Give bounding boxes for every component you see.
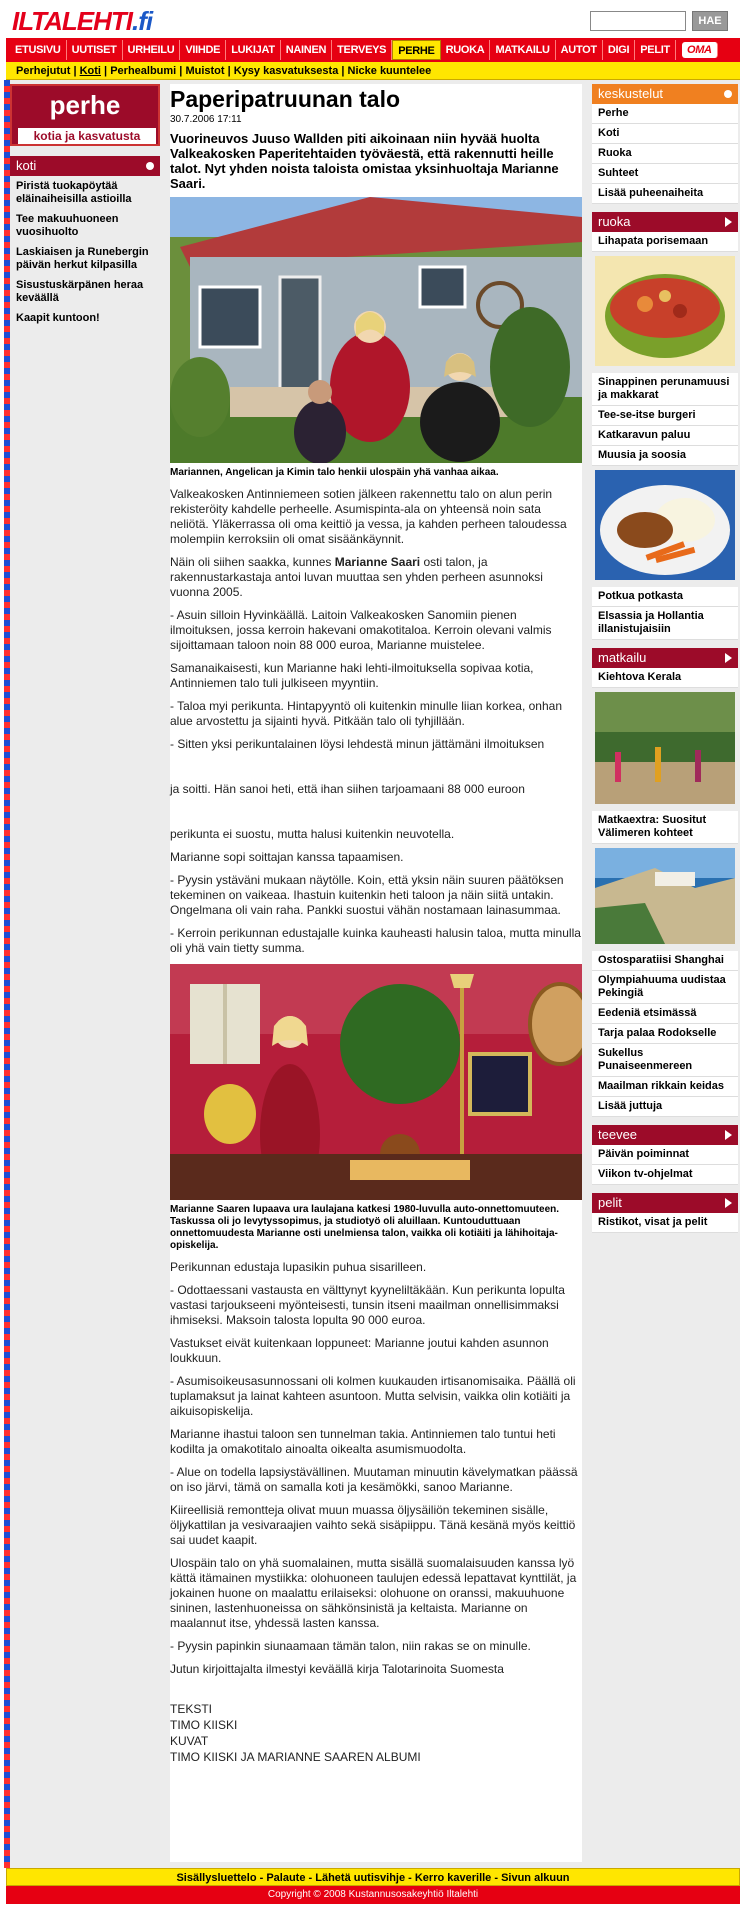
search-input[interactable] (590, 11, 686, 31)
article-paragraph: - Asumisoikeusasunnossani oli kolmen kuukauden irtisanomisaika. Päällä oli tuplamaksut ja lainat kahteen asuntoon. Mutta selvisin, vaikka olin kotiäiti ja aikuisopiskelija. (170, 1374, 576, 1418)
article-paragraph: Samanaikaisesti, kun Marianne haki lehti-ilmoituksella sopivaa kotia, Antinniemen talo tuli julkiseen myyntiin. (170, 661, 534, 690)
left-link-item[interactable]: Laskiaisen ja Runebergin päivän herkut kilpasilla (16, 246, 149, 271)
article (170, 84, 582, 1862)
matkailu-mid-link[interactable]: Matkaextra: Suositut Välimeren kohteet (592, 811, 738, 844)
sidebar-link[interactable]: Tee-se-itse burgeri (592, 406, 738, 426)
food-image-1[interactable] (595, 256, 735, 369)
decorative-stripes (4, 80, 10, 1868)
photo-caption-2: Marianne Saaren lupaava ura laulajana katkesi 1980-luvulla auto-onnettomuuteen. Taskussa oli jo levytyssopimus, ja studiotyö oli aluillaan. Kuntouduttuaan onnettomuudesta Marianne osti unelmiensa talon, vaikka oli kotiäiti ja lähihoitaja-opiskelija. (170, 1204, 560, 1251)
nav-item-viihde[interactable]: VIIHDE (180, 40, 226, 60)
arrow-right-icon (725, 1130, 732, 1140)
article-paragraph: - Pyysin ystäväni mukaan näytölle. Koin, että yksin näin suuren päätöksen tekeminen on vaikeaa. Ihastuin kuitenkin heti taloon ja näin siitä untakin. Ongelmana oli vain raha. Pankki suostui vähän nostamaan lainasummaa. (170, 873, 564, 917)
article-paragraph: - Kerroin perikunnan edustajalle kuinka kauheasti halusin taloa, mutta minulla oli yhä vain tietty summa. (170, 926, 581, 955)
subnav-item[interactable]: Kysy kasvatuksesta (233, 64, 339, 77)
nav-item-autot[interactable]: AUTOT (556, 40, 603, 60)
koti-heading[interactable]: koti (10, 156, 160, 176)
paragraph-text: Näin oli siihen saakka, kunnes (170, 555, 335, 569)
section-banner[interactable] (10, 84, 160, 146)
sidebar-link[interactable]: Sinappinen perunamuusi ja makkarat (592, 373, 738, 406)
article-paragraph: - Taloa myi perikunta. Hintapyyntö oli kuitenkin minulle liian korkea, onhan alue arvostettu ja sijainti hyvä. Pitkään talo oli tyhjillään. (170, 699, 562, 728)
article-paragraph: Jutun kirjoittajalta ilmestyi keväällä kirja Talotarinoita Suomesta (170, 1662, 504, 1676)
article-paragraph: Vastukset eivät kuitenkaan loppuneet: Marianne joutui kahden asunnon loukkuun. (170, 1336, 549, 1365)
sidebar-link[interactable]: Sukellus Punaiseenmereen (592, 1044, 738, 1077)
left-link-item[interactable]: Piristä tuokapöytää eläinaiheisilla astioilla (16, 180, 132, 205)
subnav-item[interactable]: Perhejutut (16, 64, 71, 77)
sidebar-link[interactable]: Koti (592, 124, 738, 144)
sidebar-link[interactable]: Päivän poiminnat (592, 1145, 738, 1165)
article-paragraph: - Alue on todella lapsiystävällinen. Muutaman minuutin kävelymatkan päässä on iso järvi, tämä on samalla koti ja kesämökki, sanoo Marianne. (170, 1465, 578, 1494)
nav-item-terveys[interactable]: TERVEYS (332, 40, 392, 60)
nav-item-matkailu[interactable]: MATKAILU (490, 40, 555, 60)
sidebar-link[interactable]: Ostosparatiisi Shanghai (592, 951, 738, 971)
nav-item-digi[interactable]: DIGI (603, 40, 635, 60)
subnav-item[interactable]: Nicke kuuntelee (347, 64, 432, 77)
sidebar-link[interactable]: Eedeniä etsimässä (592, 1004, 738, 1024)
paragraph-text: osti talon, ja rakennustarkastaja antoi luvan muuttaa sen yhden perheen asunnoksi vuonna 2005. (170, 555, 543, 599)
article-paragraph: Ulospäin talo on yhä suomalainen, mutta sisällä suomalaisuuden kanssa lyö kättä itämainen mystiikka: olohuoneen taulujen edessä lepattavat kynttilät, ja jokainen huone on maalattu erilaiseksi: olohuone on oranssi, makuuhuone sininen, lastenhuoneissa on sähkönsinistä ja keltaista. Marianne on maalannut itse, yhdessä lasten kanssa. (170, 1556, 577, 1630)
article-paragraph: - Sitten yksi perikuntalainen löysi lehdestä minun jättämäni ilmoituksen (170, 737, 545, 751)
nav-item-pelit[interactable]: PELIT (635, 40, 676, 60)
iltalehti-logo[interactable]: ILTALEHTI.fi (12, 6, 153, 36)
ruoka-top-link[interactable]: Lihapata porisemaan (592, 232, 738, 252)
credit-line: TIMO KIISKI JA MARIANNE SAAREN ALBUMI (170, 1750, 421, 1764)
article-paragraph: - Pyysin papinkin siunaamaan tämän talon, niin rakas se on minulle. (170, 1639, 531, 1653)
bullet-icon (724, 90, 732, 98)
main-nav (6, 38, 740, 62)
subnav-separator: | (338, 64, 348, 77)
left-link-item[interactable]: Sisustuskärpänen heraa keväällä (16, 279, 144, 304)
sidebar-link[interactable]: Ruoka (592, 144, 738, 164)
left-link-item[interactable]: Tee makuuhuoneen vuosihuolto (16, 213, 119, 238)
nav-item-uutiset[interactable]: UUTISET (67, 40, 123, 60)
sidebar-link[interactable]: Suhteet (592, 164, 738, 184)
sidebar-link[interactable]: Muusia ja soosia (592, 446, 738, 466)
nav-item-nainen[interactable]: NAINEN (281, 40, 332, 60)
arrow-right-icon (725, 217, 732, 227)
subnav-item[interactable]: Koti (79, 64, 101, 77)
sidebar-link[interactable]: Perhe (592, 104, 738, 124)
right-column (592, 84, 738, 1233)
subnav-separator: | (70, 64, 80, 77)
article-paragraph: - Asuin silloin Hyvinkäällä. Laitoin Valkeakosken Sanomiin pienen ilmoituksen, jossa kerroin hakevani omakotitaloa. Kerroin olevani valmis sijoittamaan taloon noin 88 000 euroa, Marianne muistelee. (170, 608, 552, 652)
sidebar-link[interactable]: Ristikot, visat ja pelit (592, 1213, 738, 1233)
arrow-right-icon (725, 653, 732, 663)
sidebar-link[interactable]: Viikon tv-ohjelmat (592, 1165, 738, 1185)
matkailu-heading[interactable]: matkailu (592, 648, 738, 668)
article-paragraph: ja soitti. Hän sanoi heti, että ihan siihen tarjoamaani 88 000 euroon (170, 782, 525, 796)
food-image-2[interactable] (595, 470, 735, 583)
bullet-icon (146, 162, 154, 170)
section-title: perhe (49, 90, 121, 120)
article-paragraph: Kiireellisiä remontteja olivat muun muassa öljysäiliön tekeminen sisälle, öljykattilan ja vesivaraajien vaihto sekä sisäpiippu. Tänä kesänä myös keittiö sai uudet kaapit. (170, 1503, 576, 1547)
article-paragraph: Marianne ihastui taloon sen tunnelman takia. Antinniemen talo tuntui heti kodilta ja omakotitalo ainoalta oikealta asumismuodolta. (170, 1427, 556, 1456)
sub-nav (6, 62, 740, 80)
travel-image-1[interactable] (595, 692, 735, 807)
teevee-heading[interactable]: teevee (592, 1125, 738, 1145)
sidebar-link[interactable]: Potkua potkasta (592, 587, 738, 607)
article-paragraph: - Odottaessani vastausta en välttynyt kyyneliltäkään. Kun perikunta lopulta vastasi tarjoukseeni myönteisesti, tunsin itseni maailman onnellisimmaksi ihmiseksi. Maksoin talosta lopulta 90 000 euroa. (170, 1283, 565, 1327)
footer-copyright: Copyright © 2008 Kustannusosakeyhtiö Iltalehti (6, 1886, 740, 1904)
sidebar-link[interactable]: Lisää puheenaiheita (592, 184, 738, 204)
keskustelut-heading[interactable]: keskustelut (592, 84, 738, 104)
article-paragraph (170, 555, 582, 600)
oma-button[interactable]: OMA (682, 42, 718, 58)
credit-line: TEKSTI (170, 1702, 213, 1716)
sidebar-link[interactable]: Lisää juttuja (592, 1097, 738, 1117)
pelit-heading[interactable]: pelit (592, 1193, 738, 1213)
nav-item-ruoka[interactable]: RUOKA (441, 40, 491, 60)
left-link-item[interactable]: Kaapit kuntoon! (16, 312, 100, 324)
article-paragraph: Perikunnan edustaja lupasikin puhua sisarilleen. (170, 1260, 427, 1274)
ruoka-heading[interactable]: ruoka (592, 212, 738, 232)
person-name: Marianne Saari (334, 555, 421, 569)
subnav-separator: | (176, 64, 186, 77)
left-column (10, 84, 160, 328)
sidebar-link[interactable]: Elsassia ja Hollantia illanistujaisiin (592, 607, 738, 640)
nav-item-etusivu[interactable]: ETUSIVU (10, 40, 67, 60)
article-paragraph: Valkeakosken Antinniemeen sotien jälkeen rakennettu talo on alun perin rekisteröity kahdelle perheelle. Asumispinta-ala on yhteensä noin sata neliötä. Yläkerrassa oli oma keittiö ja vessa, ja kahden perheen taloudessa molempiin kerroksiin oli omat sisäänkäynnit. (170, 487, 567, 546)
search-button[interactable]: HAE (692, 11, 728, 31)
sidebar-link[interactable]: Katkaravun paluu (592, 426, 738, 446)
house-photo (170, 197, 582, 463)
article-paragraph: Marianne sopi soittajan kanssa tapaamisen. (170, 850, 404, 864)
photo-caption-1: Mariannen, Angelican ja Kimin talo henkii ulospäin yhä vanhaa aikaa. (170, 467, 499, 478)
footer-links[interactable]: Sisällysluettelo - Palaute - Lähetä uutisvihje - Kerro kaverille - Sivun alkuun (6, 1868, 740, 1886)
article-title: Paperipatruunan talo (170, 86, 401, 112)
matkailu-top-link[interactable]: Kiehtova Kerala (592, 668, 738, 688)
subnav-separator: | (101, 64, 111, 77)
nav-item-perhe[interactable]: PERHE (392, 40, 440, 60)
credit-line: TIMO KIISKI (170, 1718, 238, 1732)
subnav-item[interactable]: Muistot (185, 64, 225, 77)
subnav-separator: | (224, 64, 234, 77)
nav-item-lukijat[interactable]: LUKIJAT (226, 40, 281, 60)
sidebar-link[interactable]: Tarja palaa Rodokselle (592, 1024, 738, 1044)
subnav-item[interactable]: Perhealbumi (110, 64, 177, 77)
nav-item-urheilu[interactable]: URHEILU (123, 40, 181, 60)
section-subtitle: kotia ja kasvatusta (18, 128, 156, 144)
credit-line: KUVAT (170, 1734, 209, 1748)
sidebar-link[interactable]: Olympiahuuma uudistaa Pekingiä (592, 971, 738, 1004)
article-lead: Vuorineuvos Juuso Wallden piti aikoinaan niin hyvää huolta Valkeakosken Paperitehtaiden työväestä, että rakennutti heille talot. Nyt yhden noista taloista omistaa yksinhuoltaja Marianne Saari. (170, 131, 559, 191)
article-paragraph: perikunta ei suostu, mutta halusi kuitenkin neuvotella. (170, 827, 455, 841)
travel-image-2[interactable] (595, 848, 735, 947)
article-credits (170, 1701, 582, 1765)
arrow-right-icon (725, 1198, 732, 1208)
sidebar-link[interactable]: Maailman rikkain keidas (592, 1077, 738, 1097)
interior-photo (170, 964, 582, 1200)
article-date: 30.7.2006 17:11 (170, 114, 242, 125)
